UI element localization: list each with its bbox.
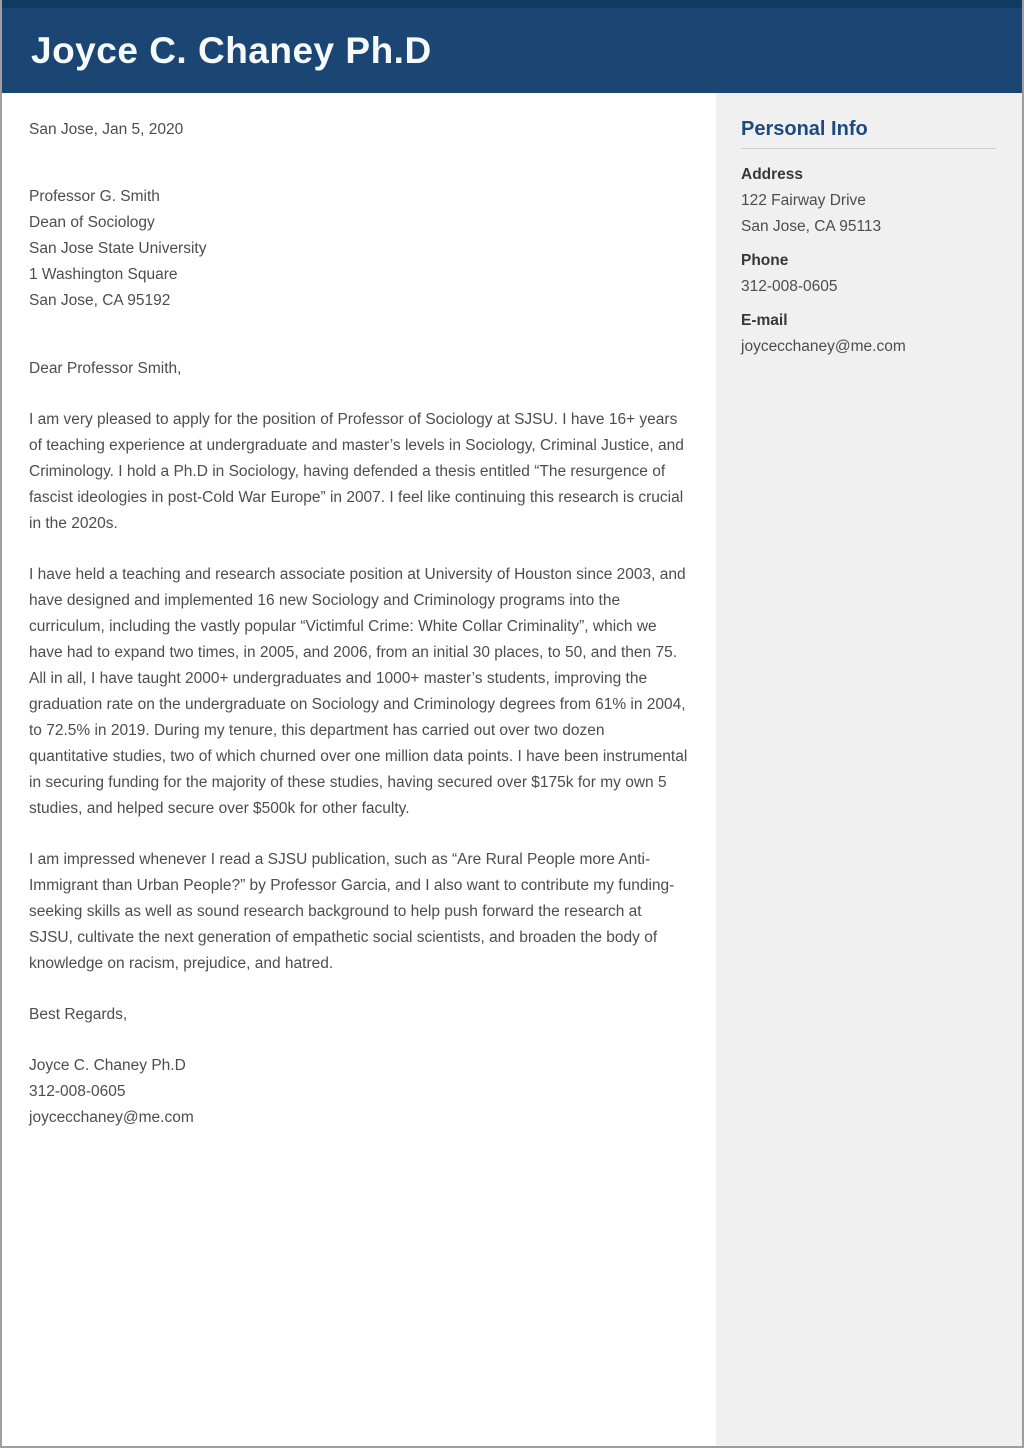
sender-name: Joyce C. Chaney Ph.D: [31, 29, 432, 71]
recipient-organization: San Jose State University: [29, 240, 207, 257]
letter-header: [2, 0, 1022, 93]
signature-name: Joyce C. Chaney Ph.D: [29, 1057, 186, 1074]
personal-info-sidebar: [716, 93, 1022, 1446]
letter-body: [2, 93, 716, 1446]
content-area: [2, 93, 1022, 1446]
salutation: Dear Professor Smith,: [29, 360, 182, 377]
closing-line: Best Regards,: [29, 1006, 128, 1023]
recipient-city: San Jose, CA 95192: [29, 292, 171, 309]
address-street: 122 Fairway Drive: [741, 192, 866, 209]
paragraph-experience: I have held a teaching and research associate position at University of Houston since 2003, and have designed and implemented 16 new Sociology and Criminology programs into the curriculum, including the vastly popular “Victimful Crime: White Collar Criminality”, which we have had to expand two times, in 2005, and 2006, from an initial 30 places, to 50, and then 75. All in all, I have taught 2000+ undergraduates and 1000+ master’s students, improving the graduation rate on the undergraduate on Sociology and Criminology degrees from 61% in 2004, to 72.5% in 2019. During my tenure, this department has carried out over two dozen quantitative studies, two of which churned over one million data points. I have been instrumental in securing funding for the majority of these studies, having secured over $175k for my own 5 studies, and helped secure over $500k for other faculty.: [29, 566, 688, 817]
address-label: Address: [741, 166, 804, 183]
email-value: joycecchaney@me.com: [741, 338, 906, 355]
address-city: San Jose, CA 95113: [741, 218, 882, 235]
date-line: San Jose, Jan 5, 2020: [29, 121, 184, 138]
recipient-block: [29, 184, 688, 314]
signature-email: joycecchaney@me.com: [29, 1109, 194, 1126]
signature-block: [29, 1053, 688, 1131]
sidebar-section-address: [741, 162, 996, 240]
recipient-street: 1 Washington Square: [29, 266, 178, 283]
sidebar-title: Personal Info: [741, 116, 996, 149]
signature-phone: 312-008-0605: [29, 1083, 126, 1100]
recipient-name: Professor G. Smith: [29, 188, 160, 205]
phone-value: 312-008-0605: [741, 278, 838, 295]
paragraph-intro: I am very pleased to apply for the position of Professor of Sociology at SJSU. I have 16+ years of teaching experience at undergraduate and master’s levels in Sociology, Criminal Justice, and Criminology. I hold a Ph.D in Sociology, having defended a thesis entitled “The resurgence of fascist ideologies in post-Cold War Europe” in 2007. I feel like continuing this research is crucial in the 2020s.: [29, 411, 684, 532]
paragraph-motivation: I am impressed whenever I read a SJSU publication, such as “Are Rural People more Anti-Immigrant than Urban People?” by Professor Garcia, and I also want to contribute my funding-seeking skills as well as sound research background to help push forward the research at SJSU, cultivate the next generation of empathetic social scientists, and broaden the body of knowledge on racism, prejudice, and hatred.: [29, 851, 675, 972]
recipient-title: Dean of Sociology: [29, 214, 155, 231]
email-label: E-mail: [741, 312, 788, 329]
sidebar-section-email: [741, 308, 996, 360]
phone-label: Phone: [741, 252, 789, 269]
sidebar-section-phone: [741, 248, 996, 300]
